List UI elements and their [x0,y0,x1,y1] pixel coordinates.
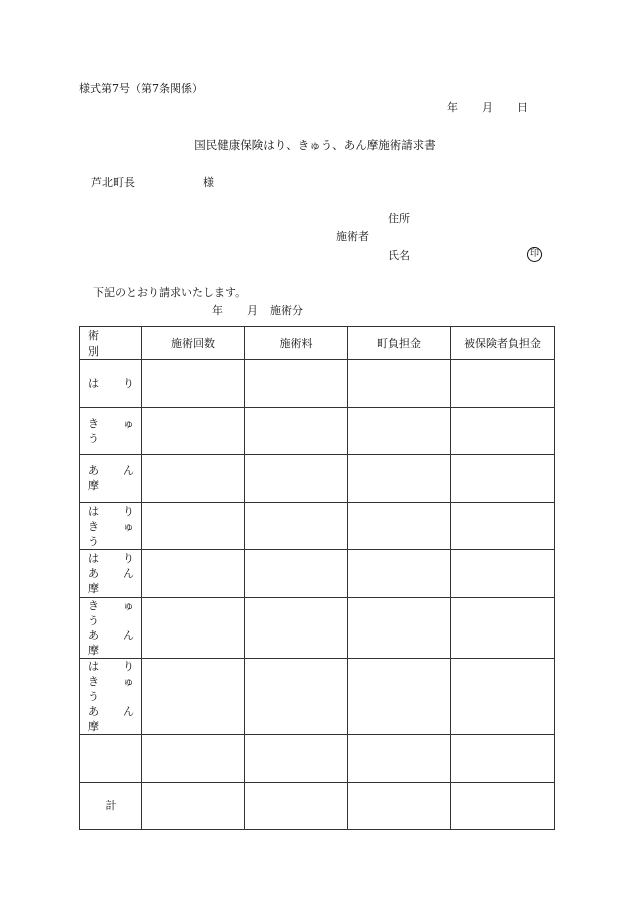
date-year-label: 年 [447,101,458,114]
fee-cell[interactable] [245,455,348,503]
insured-share-cell[interactable] [451,658,555,734]
row-treatment-label [80,360,142,408]
town-share-cell[interactable] [348,782,451,830]
period-month-label: 月 [247,304,258,317]
town-share-cell[interactable] [348,597,451,658]
treatment-name: き ゅ う [88,416,145,445]
treatment-name: き ゅ う [88,519,145,548]
count-cell[interactable] [142,550,245,598]
insured-share-cell[interactable] [451,734,555,782]
row-treatment-label [80,734,142,782]
insured-share-cell[interactable] [451,502,555,550]
date-day-label: 日 [517,101,528,114]
document-title: 国民健康保険はり、きゅう、あん摩施術請求書 [194,138,436,152]
header-treatment-fee: 施術料 [245,327,348,360]
count-cell[interactable] [142,782,245,830]
addressee [91,176,214,190]
header-treatment-count: 施術回数 [142,327,245,360]
address-label: 住所 [388,212,410,225]
town-share-cell[interactable] [348,455,451,503]
treatment-name: き ゅ う [88,674,145,703]
form-number: 様式第7号（第7条関係） [79,82,203,95]
request-text: 下記のとおり請求いたします。 [93,286,247,299]
practitioner-label: 施術者 [336,230,369,243]
fee-cell[interactable] [245,550,348,598]
town-share-cell[interactable] [348,734,451,782]
town-share-cell[interactable] [348,502,451,550]
treatment-name: き ゅ う [88,598,145,627]
treatment-name: あ ん 摩 [88,464,145,493]
insured-share-cell[interactable] [451,550,555,598]
table-row [80,734,555,782]
count-cell[interactable] [142,407,245,455]
town-share-cell[interactable] [348,658,451,734]
table-row [80,550,555,598]
insured-share-cell[interactable] [451,782,555,830]
row-treatment-label [80,782,142,830]
table-row [80,502,555,550]
insured-share-cell[interactable] [451,455,555,503]
claim-table [79,326,555,830]
insured-share-cell[interactable] [451,407,555,455]
fee-cell[interactable] [245,734,348,782]
row-treatment-label [80,455,145,503]
insured-share-cell[interactable] [451,597,555,658]
count-cell[interactable] [142,360,245,408]
row-treatment-label [80,550,145,598]
treatment-name: は り [88,376,134,390]
row-treatment-label [80,597,145,658]
treatment-name: 計 [105,799,117,813]
header-town-share: 町負担金 [348,327,451,360]
treatment-period [212,304,303,318]
count-cell[interactable] [142,597,245,658]
fee-cell[interactable] [245,597,348,658]
fee-cell[interactable] [245,407,348,455]
fee-cell[interactable] [245,360,348,408]
row-treatment-label [80,407,145,455]
town-share-cell[interactable] [348,360,451,408]
treatment-name: あ ん 摩 [88,567,145,596]
row-treatment-label [80,502,145,550]
table-row [80,782,555,830]
addressee-honorific: 様 [203,176,214,189]
date-month-label: 月 [482,101,493,114]
row-treatment-label [80,658,145,734]
table-header-row [80,327,555,360]
table-row [80,407,555,455]
name-label: 氏名 [388,249,410,262]
count-cell[interactable] [142,734,245,782]
addressee-name: 芦北町長 [91,176,135,189]
fee-cell[interactable] [245,782,348,830]
period-suffix: 施術分 [270,304,303,317]
table-row [80,658,555,734]
count-cell[interactable] [142,455,245,503]
header-treatment-type: 術 別 [80,327,142,360]
table-row [80,597,555,658]
treatment-name: は り [88,552,134,566]
town-share-cell[interactable] [348,407,451,455]
table-row [80,455,555,503]
header-insured-share: 被保険者負担金 [451,327,555,360]
fee-cell[interactable] [245,502,348,550]
period-year-label: 年 [212,304,223,317]
treatment-name: あ ん 摩 [88,704,145,733]
table-row [80,360,555,408]
treatment-name: は り [88,504,134,518]
count-cell[interactable] [142,502,245,550]
insured-share-cell[interactable] [451,360,555,408]
date-line [447,101,528,115]
treatment-name: は り [88,659,134,673]
count-cell[interactable] [142,658,245,734]
treatment-name: あ ん 摩 [88,628,145,657]
fee-cell[interactable] [245,658,348,734]
town-share-cell[interactable] [348,550,451,598]
seal-mark: 印 [527,247,542,262]
